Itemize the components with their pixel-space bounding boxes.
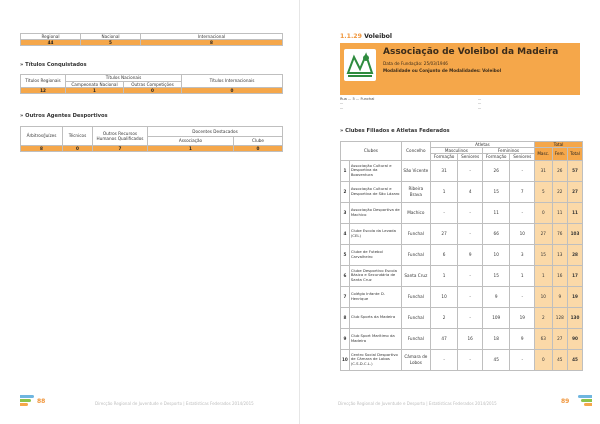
club-number: 5 [341, 244, 350, 265]
table-row [341, 160, 583, 181]
value-arbitros: 8 [21, 146, 63, 152]
header-campeonato-nacional: Campeonato Nacional [66, 81, 124, 88]
club-total: 45 [568, 349, 583, 370]
club-total-masc: 5 [535, 181, 553, 202]
club-name: Associação Desportiva de Machico [349, 202, 401, 223]
header-masc: Masc. [535, 148, 553, 160]
club-total-fem: 22 [552, 181, 567, 202]
header-nacional: Nacional [81, 34, 141, 40]
value-campeonato-nacional: 1 [66, 88, 124, 94]
club-total: 57 [568, 160, 583, 181]
club-total-masc: 15 [535, 244, 553, 265]
club-masc-formacao: - [430, 349, 458, 370]
club-total-fem: 9 [552, 286, 567, 307]
club-concelho: Funchal [401, 244, 430, 265]
club-total-fem: 26 [552, 160, 567, 181]
club-masc-seniores: - [458, 349, 483, 370]
value-outros-recursos: 7 [93, 146, 148, 152]
titles-table [20, 74, 283, 94]
header-outros-recursos: Outros Recursos Humanos Qualificados [93, 127, 148, 146]
club-fem-formacao: 45 [482, 349, 510, 370]
club-total-masc: 31 [535, 160, 553, 181]
value-titulos-regionais: 12 [21, 88, 66, 94]
club-masc-seniores: - [458, 265, 483, 286]
club-name: Clube Desportivo Escola Básica e Secundária de Santa Cruz [349, 265, 401, 286]
club-name: Clube Escola da Levada (CEL) [349, 223, 401, 244]
titles-section-title: » Títulos Conquistados [20, 62, 87, 68]
club-total: 11 [568, 202, 583, 223]
club-total-fem: 13 [552, 244, 567, 265]
contact-line: ... [340, 105, 344, 110]
club-masc-formacao: 27 [430, 223, 458, 244]
club-fem-formacao: 10 [482, 244, 510, 265]
club-name: Clube de Futebol Carvalheiro [349, 244, 401, 265]
value-tecnicos: 0 [63, 146, 93, 152]
club-number: 2 [341, 181, 350, 202]
club-fem-formacao: 18 [482, 328, 510, 349]
club-total-masc: 1 [535, 265, 553, 286]
federation-banner [340, 43, 580, 95]
club-total: 90 [568, 328, 583, 349]
club-concelho: Machico [401, 202, 430, 223]
club-fem-seniores: - [510, 349, 535, 370]
page-number-right: 89 [561, 398, 570, 405]
contact-line: ... [340, 101, 344, 106]
club-number: 3 [341, 202, 350, 223]
club-masc-seniores: - [458, 307, 483, 328]
club-total: 103 [568, 223, 583, 244]
clubs-section-title: » Clubes Filiados e Atletas Federados [340, 128, 450, 134]
contact-right [478, 97, 481, 110]
header-femininos: Femininos [482, 148, 534, 154]
contact-line: ... [478, 101, 482, 106]
club-fem-formacao: 26 [482, 160, 510, 181]
clubs-table [340, 141, 583, 371]
club-concelho: Funchal [401, 307, 430, 328]
modality: Modalidade ou Conjunto de Modalidades: Voleibol [383, 68, 502, 73]
table-row [341, 244, 583, 265]
club-total-fem: 16 [552, 265, 567, 286]
club-masc-formacao: 31 [430, 160, 458, 181]
club-name: Club Sport Marítimo da Madeira [349, 328, 401, 349]
contact-line: Rua ... 5 ... Funchal [340, 97, 375, 101]
club-masc-seniores: 4 [458, 181, 483, 202]
club-name: Associação Cultural e Desportiva de São Lázaro [349, 181, 401, 202]
club-number: 9 [341, 328, 350, 349]
contact-line: ... [478, 97, 482, 101]
header-titulos-nacionais: Títulos Nacionais [66, 75, 182, 82]
section-title: Voleibol [364, 33, 393, 40]
federation-name: Associação de Voleibol da Madeira [383, 47, 559, 57]
value-clube: 0 [233, 146, 282, 152]
club-masc-seniores: 9 [458, 244, 483, 265]
club-total-masc: 10 [535, 286, 553, 307]
club-total-fem: 11 [552, 202, 567, 223]
club-total: 130 [568, 307, 583, 328]
club-masc-formacao: 1 [430, 181, 458, 202]
club-total: 28 [568, 244, 583, 265]
club-fem-seniores: 10 [510, 223, 535, 244]
header-masculinos: Masculinos [430, 148, 482, 154]
club-masc-seniores: - [458, 160, 483, 181]
club-total-fem: 27 [552, 328, 567, 349]
contact-line: ... [478, 105, 482, 110]
club-fem-seniores: 19 [510, 307, 535, 328]
club-total-fem: 128 [552, 307, 567, 328]
page-stripes-right-icon [578, 395, 592, 407]
club-total-masc: 0 [535, 202, 553, 223]
value-internacional: 8 [141, 40, 283, 46]
value-regional: 44 [21, 40, 81, 46]
value-nacional: 5 [81, 40, 141, 46]
club-fem-formacao: 9 [482, 286, 510, 307]
club-masc-formacao: 6 [430, 244, 458, 265]
page-footer: Direcção Regional de Juventude e Desporto | Estatísticas Federados 2014/2015 [95, 401, 254, 406]
club-total-masc: 63 [535, 328, 553, 349]
club-name: Centro Social Desportivo de Câmara de Lobos (C.S.D.C.L.) [349, 349, 401, 370]
header-regional: Regional [21, 34, 81, 40]
club-fem-seniores: - [510, 160, 535, 181]
club-total-masc: 2 [535, 307, 553, 328]
header-associacao: Associação [148, 136, 234, 146]
club-concelho: Santa Cruz [401, 265, 430, 286]
club-masc-seniores: - [458, 223, 483, 244]
value-titulos-internacionais: 0 [182, 88, 283, 94]
foundation-date: Data de Fundação: 25/03/1946 [383, 61, 448, 66]
club-total: 19 [568, 286, 583, 307]
club-concelho: Funchal [401, 328, 430, 349]
club-concelho: Ribeira Brava [401, 181, 430, 202]
club-number: 8 [341, 307, 350, 328]
header-titulos-internacionais: Títulos Internacionais [182, 75, 283, 88]
header-outras-competicoes: Outras Competições [124, 81, 182, 88]
club-fem-formacao: 11 [482, 202, 510, 223]
header-total: Total [535, 142, 583, 148]
club-masc-seniores: - [458, 202, 483, 223]
club-fem-formacao: 109 [482, 307, 510, 328]
agents-section-title: » Outros Agentes Desportivos [20, 113, 108, 119]
club-masc-seniores: - [458, 286, 483, 307]
club-number: 6 [341, 265, 350, 286]
table-row [341, 286, 583, 307]
club-number: 7 [341, 286, 350, 307]
club-number: 10 [341, 349, 350, 370]
club-masc-formacao: - [430, 202, 458, 223]
header-tot: Total [568, 148, 583, 160]
club-concelho: Funchal [401, 286, 430, 307]
header-clube: Clube [233, 136, 282, 146]
club-number: 4 [341, 223, 350, 244]
table-row [341, 349, 583, 370]
club-masc-formacao: 1 [430, 265, 458, 286]
club-total-fem: 45 [552, 349, 567, 370]
header-seniores-f: Seniores [510, 154, 535, 160]
club-fem-seniores: 1 [510, 265, 535, 286]
club-fem-formacao: 15 [482, 265, 510, 286]
club-concelho: São Vicente [401, 160, 430, 181]
table-row [341, 328, 583, 349]
header-tecnicos: Técnicos [63, 127, 93, 146]
page-number: 88 [37, 398, 46, 405]
table-row [341, 223, 583, 244]
header-titulos-regionais: Títulos Regionais [21, 75, 66, 88]
club-fem-seniores: 7 [510, 181, 535, 202]
header-concelho: Concelho [401, 142, 430, 161]
page-footer-right: Direcção Regional de Juventude e Desporto | Estatísticas Federados 2014/2015 [338, 401, 497, 406]
club-concelho: Funchal [401, 223, 430, 244]
club-fem-formacao: 66 [482, 223, 510, 244]
club-total-masc: 27 [535, 223, 553, 244]
club-total: 27 [568, 181, 583, 202]
club-fem-seniores: 3 [510, 244, 535, 265]
header-docentes: Docentes Destacados [148, 127, 283, 137]
table-row [341, 202, 583, 223]
header-formacao-m: Formação [430, 154, 458, 160]
header-arbitros: Árbitros/Juízes [21, 127, 63, 146]
agents-table [20, 126, 283, 152]
value-outras-competicoes: 0 [124, 88, 182, 94]
club-number: 1 [341, 160, 350, 181]
table-row [341, 265, 583, 286]
federados-table [20, 33, 283, 46]
header-internacional: Internacional [141, 34, 283, 40]
club-fem-seniores: - [510, 202, 535, 223]
table-row [341, 307, 583, 328]
club-fem-seniores: - [510, 286, 535, 307]
club-total: 17 [568, 265, 583, 286]
table-row [341, 181, 583, 202]
club-concelho: Câmara de Lobos [401, 349, 430, 370]
header-formacao-f: Formação [482, 154, 510, 160]
club-masc-seniores: 16 [458, 328, 483, 349]
club-name: Colégio Infante D. Henrique [349, 286, 401, 307]
header-clubes: Clubes [341, 142, 402, 161]
club-total-masc: 0 [535, 349, 553, 370]
club-masc-formacao: 47 [430, 328, 458, 349]
header-fem: Fem. [552, 148, 567, 160]
club-name: Club Sports da Madeira [349, 307, 401, 328]
page-stripes-icon [20, 395, 34, 407]
header-atletas: Atletas [430, 142, 534, 148]
club-total-fem: 76 [552, 223, 567, 244]
avm-logo [344, 49, 376, 81]
section-number: 1.1.29 [340, 33, 362, 40]
club-name: Associação Cultural e Desportiva da Boaventura [349, 160, 401, 181]
club-fem-formacao: 15 [482, 181, 510, 202]
contact-left [340, 97, 374, 110]
header-seniores-m: Seniores [458, 154, 483, 160]
section-heading [340, 33, 392, 40]
club-fem-seniores: 9 [510, 328, 535, 349]
club-masc-formacao: 2 [430, 307, 458, 328]
value-associacao: 1 [148, 146, 234, 152]
club-masc-formacao: 10 [430, 286, 458, 307]
